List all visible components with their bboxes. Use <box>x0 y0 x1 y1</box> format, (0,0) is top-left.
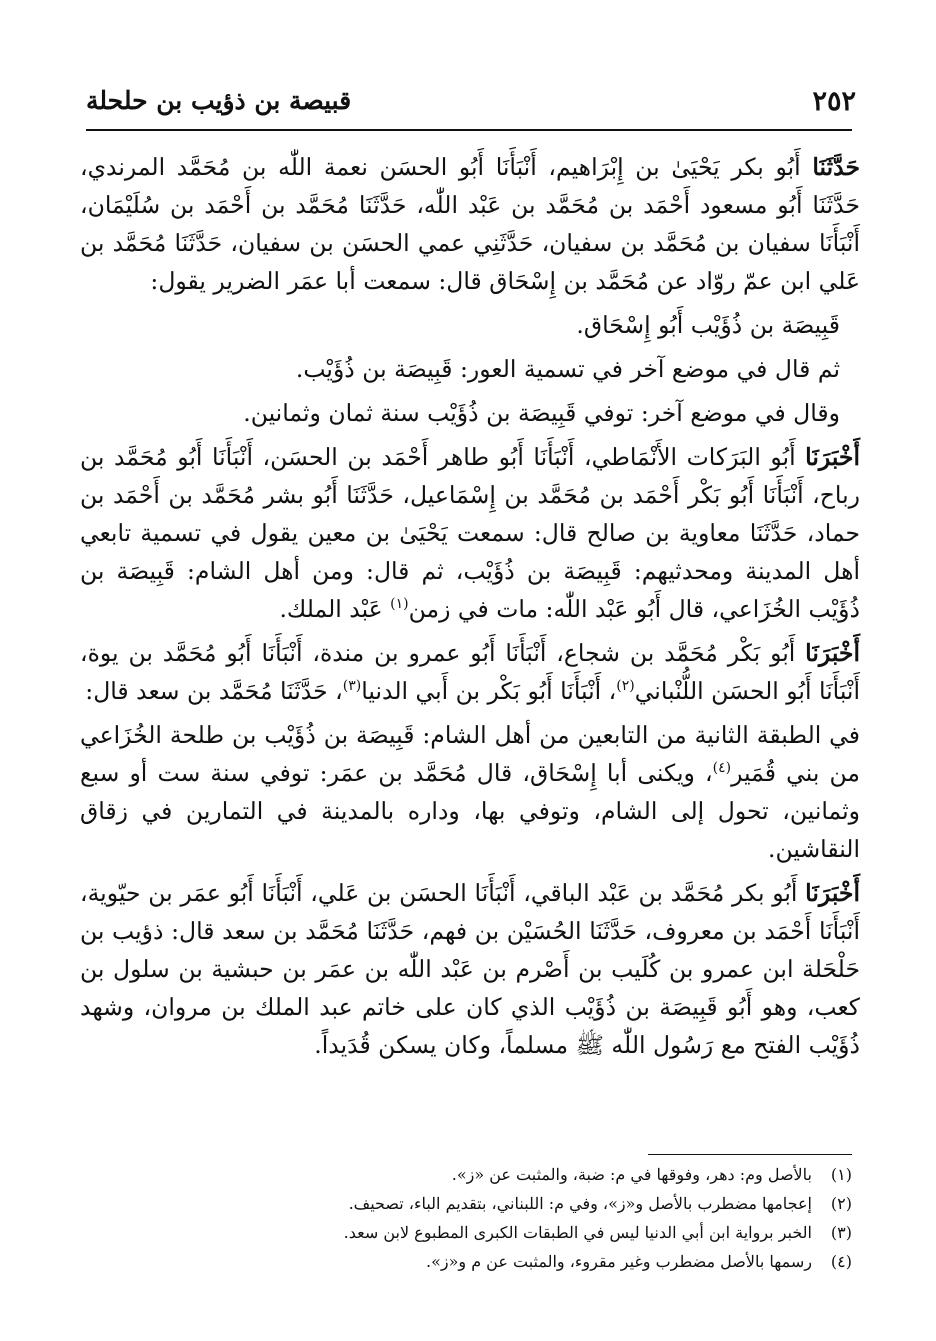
paragraph-text: أَبُو بكر مُحَمَّد بن عَبْد الباقي، أَنْبَأَنَا الحسَن بن عَلي، أَنْبَأَنَا أَبُو عمَر بن حيّوية، أَنْبَأَنَا أَحْمَد بن معروف، حَدَّثَنَا الحُسَيْن بن فهم، حَدَّثَنَا مُحَمَّد بن سعد قال: ذؤيب بن حَلْحَلة ابن عمرو بن كُلَيب بن أَصْرم بن عَبْد اللّٰه بن عمَر بن حبشية بن سلول بن كعب، وهو أَبُو قَبِيصَة بن ذُؤَيْب الذي كان على خاتم عبد الملك بن مروان، وشهد ذُؤَيْب الفتح مع رَسُول اللّٰه ﷺ مسلماً، وكان يسكن قُدَيداً. <box>80 879 860 1059</box>
quoted-line-1 <box>80 306 840 344</box>
quoted-line-2 <box>80 350 840 388</box>
paragraph-text: في الطبقة الثانية من التابعين من أهل الشام: قَبِيصَة بن ذُؤَيْب بن طلحة الخُزَاعي من بني قُمَير <box>80 721 861 787</box>
page-header <box>0 0 936 140</box>
paragraph-isnad-1 <box>80 148 860 300</box>
paragraph-tabaqat <box>80 716 860 868</box>
header-rule <box>86 129 852 131</box>
footnote-separator <box>648 1154 852 1155</box>
transmission-keyword: أَخْبَرَنَا <box>805 443 860 471</box>
footnote-text: رسمها بالأصل مضطرب وغير مقروء، والمثبت عن م و«ز». <box>425 1252 812 1271</box>
footnote-reference-4: (٤) <box>712 760 732 777</box>
footnote-number: (٢) <box>830 1194 852 1213</box>
footnote-reference-2: (٢) <box>616 678 635 695</box>
footnote-text: الخبر برواية ابن أبي الدنيا ليس في الطبقات الكبرى المطبوع لابن سعد. <box>343 1223 812 1242</box>
paragraph-text: وقال في موضع آخر: توفي قَبِيصَة بن ذُؤَيْب سنة ثمان وثمانين. <box>243 399 840 427</box>
footnote-text: إعجامها مضطرب بالأصل و«ز»، وفي م: اللبناني، بتقديم الباء، تصحيف. <box>348 1194 812 1213</box>
page-number: ٢٥٢ <box>812 86 856 117</box>
footnote-number: (٤) <box>830 1252 852 1271</box>
paragraph-text: أَبُو بكر يَحْيَىٰ بن إِبْرَاهيم، أَنْبَأَنَا أَبُو الحسَن نعمة اللّٰه بن مُحَمَّد المرندي، حَدَّثَنَا أَبُو مسعود أَحْمَد بن مُحَمَّد بن عَبْد اللّٰه، حَدَّثَنَا مُحَمَّد بن أَحْمَد بن سُلَيْمَان، أَنْبَأَنَا سفيان بن مُحَمَّد بن سفيان، حَدَّثَنِي عمي الحسَن بن سفيان، حَدَّثَنَا مُحَمَّد بن عَلي ابن عمّ روّاد عن مُحَمَّد بن إِسْحَاق قال: سمعت أبا عمَر الضرير يقول: <box>80 153 860 295</box>
paragraph-text: قَبِيصَة بن ذُؤَيْب أَبُو إِسْحَاق. <box>576 311 840 339</box>
paragraph-text: أَبُو البَرَكات الأَنْمَاطي، أَنْبَأَنَا أَبُو طاهر أَحْمَد بن الحسَن، أَنْبَأَنَا أَبُو مُحَمَّد بن رباح، أَنْبَأَنَا أَبُو بَكْر أَحْمَد بن مُحَمَّد بن إِسْمَاعيل، حَدَّثَنَا أَبُو بشر مُحَمَّد بن أَحْمَد بن حماد، حَدَّثَنَا معاوية بن صالح قال: سمعت يَحْيَىٰ بن معين يقول في تسمية تابعي أهل المدينة ومحدثيهم: قَبِيصَة بن ذُؤَيْب، ثم قال: ومن أهل الشام: قَبِيصَة بن ذُؤَيْب الخُزَاعي، قال أَبُو عَبْد اللّٰه: مات في زمن <box>80 443 860 623</box>
transmission-keyword: حَدَّثَنَا <box>812 153 860 181</box>
paragraph-text: عَبْد الملك. <box>279 595 391 623</box>
footnote-4 <box>200 1247 852 1276</box>
paragraph-text: ، حَدَّثَنَا مُحَمَّد بن سعد قال: <box>85 677 343 705</box>
main-text <box>80 148 860 1064</box>
footnote-reference-1: (١) <box>390 596 409 613</box>
transmission-keyword: أَخْبَرَنَا <box>805 639 860 667</box>
paragraph-text: ، ويكنى أبا إِسْحَاق، قال مُحَمَّد بن عمَر: توفي سنة ست أو سبع وثمانين، تحول إلى الشام، وتوفي بها، وداره بالمدينة في التمارين في زقاق النقاشين. <box>80 759 860 863</box>
footnote-1 <box>200 1160 852 1189</box>
footnote-number: (١) <box>830 1165 852 1184</box>
paragraph-isnad-2 <box>80 438 860 628</box>
running-title: قبيصة بن ذؤيب بن حلحلة <box>86 86 352 115</box>
footnote-number: (٣) <box>830 1223 852 1242</box>
paragraph-text: ، أَنْبَأَنَا أَبُو بَكْر بن أَبي الدنيا <box>361 677 617 705</box>
footnote-2 <box>200 1189 852 1218</box>
transmission-keyword: أَخْبَرَنَا <box>805 879 860 907</box>
paragraph-text: ثم قال في موضع آخر في تسمية العور: قَبِيصَة بن ذُؤَيْب. <box>295 355 840 383</box>
footnote-reference-3: (٣) <box>342 678 362 695</box>
footnote-text: بالأصل وم: دهر، وفوقها في م: ضبة، والمثبت عن «ز». <box>451 1165 812 1184</box>
quoted-line-3 <box>80 394 840 432</box>
paragraph-isnad-4 <box>80 874 860 1064</box>
footnote-3 <box>200 1218 852 1247</box>
footnotes <box>200 1160 852 1276</box>
paragraph-text: أَبُو بَكْر مُحَمَّد بن شجاع، أَنْبَأَنَا أَبُو عمرو بن مندة، أَنْبَأَنَا أَبُو مُحَمَّد بن يوة، أَنْبَأَنَا أَبُو الحسَن اللُّنْباني <box>80 639 860 705</box>
paragraph-isnad-3 <box>80 634 860 710</box>
